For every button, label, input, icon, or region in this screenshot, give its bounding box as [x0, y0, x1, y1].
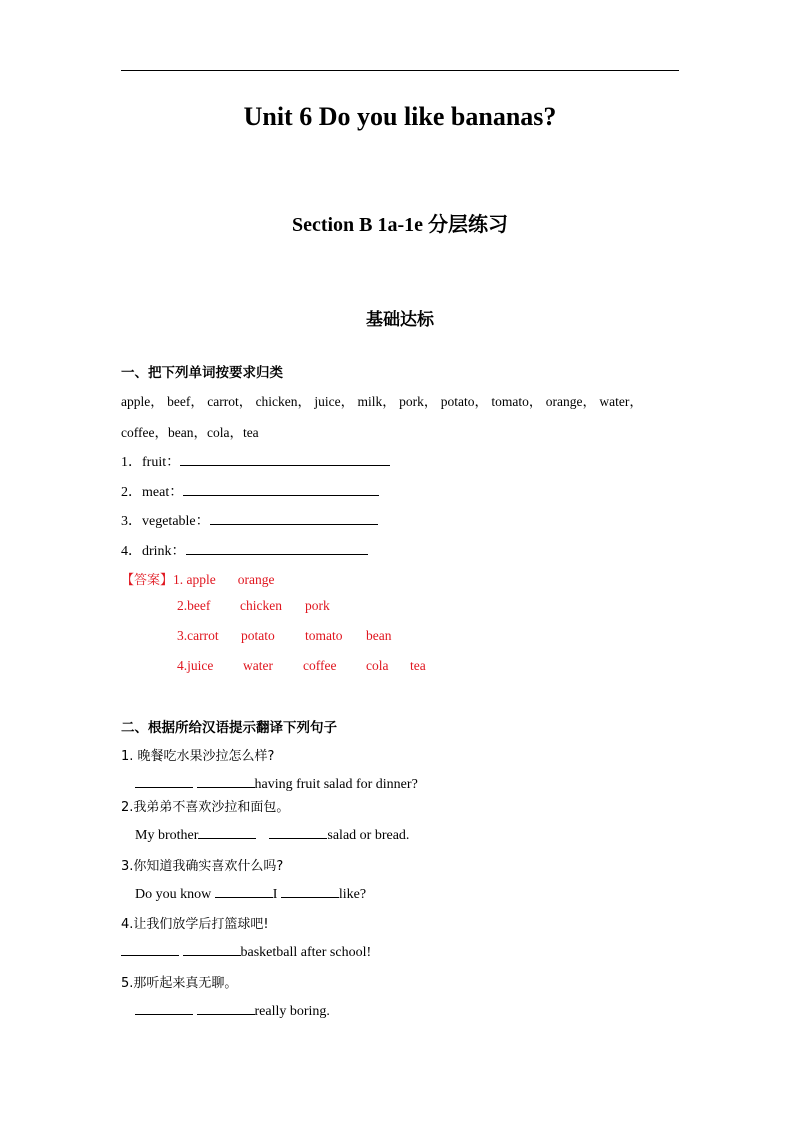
question-3-zh: 3.你知道我确实喜欢什么吗? [121, 859, 284, 874]
answer-blank[interactable] [197, 774, 255, 788]
sentence-text: Do you know [135, 887, 212, 902]
answer-blank[interactable] [180, 452, 390, 466]
answer-tag: 【答案】 [121, 573, 174, 588]
answer-row-4 [177, 658, 426, 674]
answer-blank[interactable] [135, 774, 193, 788]
answer-word: orange [237, 572, 275, 587]
category-label: 2．meat： [121, 485, 184, 500]
answer-blank[interactable] [183, 942, 241, 956]
section-title: Section B 1a-1e 分层练习 [291, 214, 509, 236]
question-5-zh: 5.那听起来真无聊。 [121, 976, 238, 991]
sentence-text: My brother [135, 828, 199, 843]
answer-word: cola [366, 658, 389, 673]
answer-blank[interactable] [269, 825, 327, 839]
answer-row-2 [177, 598, 330, 614]
question-3-en [135, 884, 366, 903]
top-rule [121, 70, 679, 71]
answer-block [121, 569, 275, 588]
answer-blank[interactable] [197, 1001, 255, 1015]
sentence-text: salad or bread. [327, 828, 410, 843]
answer-word: chicken [240, 598, 282, 613]
answer-word: water [243, 658, 273, 673]
answer-blank[interactable] [121, 942, 179, 956]
answer-word: 3.carrot [177, 628, 219, 643]
page-title: Unit 6 Do you like bananas? [243, 102, 557, 131]
question-4-en [121, 942, 371, 961]
part1-heading: 一、把下列单词按要求归类 [121, 365, 283, 381]
sentence-text: having fruit salad for dinner? [254, 777, 418, 792]
answer-word: bean [366, 628, 392, 643]
answer-word: coffee [303, 658, 337, 673]
category-vegetable [121, 510, 378, 530]
category-meat [121, 481, 379, 501]
question-2-en [135, 825, 409, 844]
level-title: 基础达标 [366, 310, 434, 330]
word-list-line1: apple， beef， carrot， chicken， juice， milk， pork， potato， tomato， orange， water， [121, 394, 643, 409]
category-drink [121, 540, 368, 560]
sentence-text: basketball after school! [240, 945, 372, 960]
answer-blank[interactable] [183, 482, 379, 496]
answer-word: potato [241, 628, 275, 643]
answer-blank[interactable] [135, 1001, 193, 1015]
answer-word: tea [410, 658, 426, 673]
answer-word: 1. apple [173, 572, 216, 587]
question-5-en [135, 1001, 330, 1020]
question-2-zh: 2.我弟弟不喜欢沙拉和面包。 [121, 800, 290, 815]
sentence-text: I [272, 887, 278, 902]
answer-blank[interactable] [215, 884, 273, 898]
answer-word: tomato [305, 628, 343, 643]
category-label: 4．drink： [121, 544, 186, 559]
question-4-zh: 4.让我们放学后打篮球吧! [121, 917, 269, 932]
answer-word: 2.beef [177, 598, 211, 613]
answer-word: 4.juice [177, 658, 214, 673]
answer-blank[interactable] [186, 541, 368, 555]
answer-blank[interactable] [281, 884, 339, 898]
category-label: 1．fruit： [121, 455, 181, 470]
answer-row-3 [177, 628, 391, 644]
question-1-zh: 1. 晚餐吃水果沙拉怎么样? [121, 749, 275, 764]
answer-blank[interactable] [210, 511, 378, 525]
category-fruit [121, 451, 390, 471]
part2-heading: 二、根据所给汉语提示翻译下列句子 [121, 720, 337, 736]
question-1-en [135, 774, 418, 793]
category-label: 3．vegetable： [121, 514, 210, 529]
answer-blank[interactable] [198, 825, 256, 839]
answer-word: pork [305, 598, 330, 613]
sentence-text: really boring. [254, 1004, 330, 1019]
word-list-line2: coffee，bean，cola，tea [121, 425, 259, 440]
sentence-text: like? [338, 887, 367, 902]
